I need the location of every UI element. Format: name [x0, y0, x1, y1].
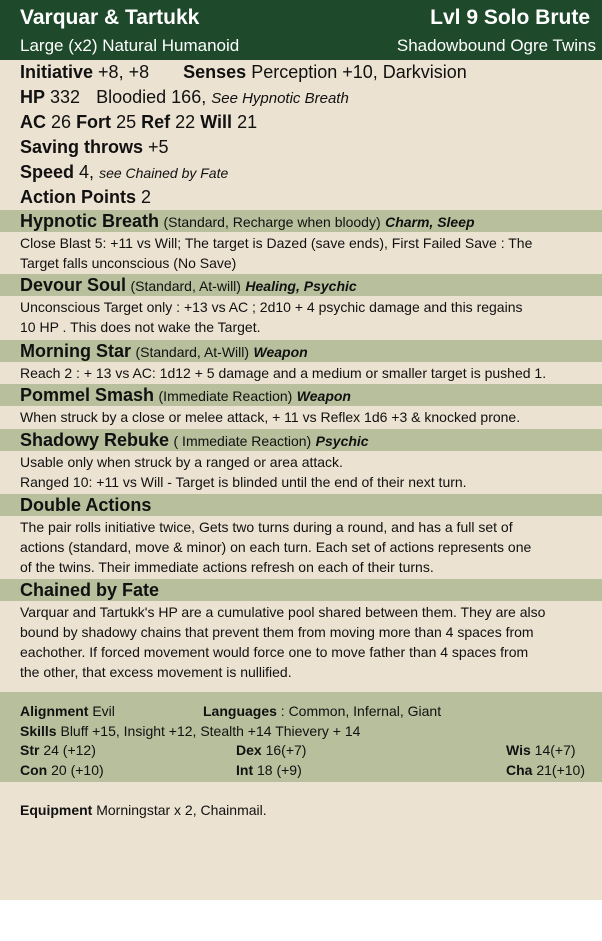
creature-name: Varquar & Tartukk	[20, 6, 200, 29]
power-devour-soul	[0, 274, 602, 337]
skills-line	[20, 723, 360, 739]
speed-line	[20, 160, 600, 185]
fort-label: Fort	[76, 112, 112, 132]
power-description	[0, 407, 602, 427]
power-text-line: bound by shadowy chains that prevent them from moving more than 4 spaces from	[20, 624, 534, 640]
action-points-line	[20, 185, 600, 210]
power-name: Morning Star	[20, 341, 131, 361]
alignment-value: Evil	[92, 703, 115, 719]
power-text-line: Close Blast 5: +11 vs Will; The target is Dazed (save ends), First Failed Save : The	[20, 235, 533, 251]
languages-value: : Common, Infernal, Giant	[280, 703, 442, 719]
str-label: Str	[20, 742, 40, 758]
wis-score	[506, 742, 576, 758]
creature-subtitle: Shadowbound Ogre Twins	[396, 36, 596, 55]
dex-value: 16(+7)	[265, 742, 307, 758]
con-score	[20, 762, 104, 778]
action-points-value: 2	[141, 187, 152, 207]
power-name: Pommel Smash	[20, 385, 155, 405]
power-name: Hypnotic Breath	[20, 211, 160, 231]
power-description	[0, 517, 602, 577]
equipment-label: Equipment	[20, 802, 93, 818]
stat-block-header	[0, 0, 602, 60]
con-label: Con	[20, 762, 48, 778]
ac-value: 26	[51, 112, 72, 132]
power-name: Devour Soul	[20, 275, 127, 295]
saves-line	[20, 135, 600, 160]
power-title-bar	[0, 274, 602, 296]
ref-value: 22	[175, 112, 196, 132]
power-text-line: 10 HP . This does not wake the Target.	[20, 319, 261, 335]
skills-label: Skills	[20, 723, 57, 739]
power-text-line: The pair rolls initiative twice, Gets two turns during a round, and has a full set of	[20, 519, 513, 535]
power-tags: Psychic	[315, 433, 369, 449]
wis-value: 14(+7)	[534, 742, 576, 758]
hp-label: HP	[20, 87, 46, 107]
power-name: Double Actions	[20, 495, 152, 515]
power-text-line: the other, that excess movement is nullified.	[20, 664, 292, 680]
power-tags: Charm, Sleep	[385, 214, 475, 230]
cha-label: Cha	[506, 762, 533, 778]
dex-score	[236, 742, 306, 758]
power-description	[0, 602, 602, 682]
power-morning-star	[0, 340, 602, 383]
int-label: Int	[236, 762, 254, 778]
power-description	[0, 233, 602, 273]
power-pommel-smash	[0, 384, 602, 427]
power-title-bar	[0, 384, 602, 406]
speed-label: Speed	[20, 162, 75, 182]
initiative-label: Initiative	[20, 62, 94, 82]
bloodied-value: Bloodied 166,	[96, 87, 207, 107]
fort-value: 25	[116, 112, 137, 132]
power-keywords: ( Immediate Reaction)	[173, 433, 312, 449]
power-text-line: of the twins. Their immediate actions refresh on each of their turns.	[20, 559, 434, 575]
power-description	[0, 363, 602, 383]
power-title-bar	[0, 494, 602, 516]
equipment-value: Morningstar x 2, Chainmail.	[96, 802, 267, 818]
senses-label: Senses	[183, 62, 247, 82]
initiative-value: +8, +8	[98, 62, 150, 82]
bloodied-note: See Hypnotic Breath	[211, 90, 349, 107]
speed-note: see Chained by Fate	[99, 165, 229, 181]
initiative-senses-line	[20, 60, 600, 85]
power-text-line: Usable only when struck by a ranged or area attack.	[20, 454, 343, 470]
creature-type: Large (x2) Natural Humanoid	[20, 36, 240, 55]
speed-value: 4,	[79, 162, 95, 182]
wis-label: Wis	[506, 742, 531, 758]
power-title-bar	[0, 340, 602, 362]
power-text-line: actions (standard, move & minor) on each turn. Each set of actions represents one	[20, 539, 532, 555]
action-points-label: Action Points	[20, 187, 136, 207]
languages-label: Languages	[203, 703, 277, 719]
power-title-bar	[0, 429, 602, 451]
power-description	[0, 297, 602, 337]
hp-value: 332	[50, 87, 81, 107]
cha-score	[506, 762, 585, 778]
power-tags: Healing, Psychic	[245, 278, 357, 294]
power-name: Shadowy Rebuke	[20, 430, 170, 450]
alignment-label: Alignment	[20, 703, 89, 719]
con-value: 20 (+10)	[51, 762, 104, 778]
dex-label: Dex	[236, 742, 262, 758]
power-tags: Weapon	[253, 344, 308, 360]
power-text-line: Target falls unconscious (No Save)	[20, 255, 237, 271]
will-label: Will	[200, 112, 233, 132]
int-value: 18 (+9)	[257, 762, 302, 778]
str-score	[20, 742, 96, 758]
power-text-line: Reach 2 : + 13 vs AC: 1d12 + 5 damage and a medium or smaller target is pushed 1.	[20, 365, 547, 381]
power-description	[0, 452, 602, 492]
power-title-bar	[0, 579, 602, 601]
saves-label: Saving throws	[20, 137, 144, 157]
equipment-line	[20, 802, 267, 818]
power-keywords: (Immediate Reaction)	[158, 388, 293, 404]
power-hypnotic-breath	[0, 210, 602, 273]
power-text-line: Unconscious Target only : +13 vs AC ; 2d10 + 4 psychic damage and this regains	[20, 299, 523, 315]
power-title-bar	[0, 210, 602, 232]
skills-value: Bluff +15, Insight +12, Stealth +14 Thievery + 14	[60, 723, 361, 739]
languages-line	[203, 703, 441, 719]
power-text-line: eachother. If forced movement would force one to move father than 4 spaces from	[20, 644, 529, 660]
will-value: 21	[237, 112, 258, 132]
ability-footer	[0, 692, 602, 782]
power-text-line: When struck by a close or melee attack, + 11 vs Reflex 1d6 +3 & knocked prone.	[20, 409, 521, 425]
defenses-line	[20, 110, 600, 135]
int-score	[236, 762, 302, 778]
power-text-line: Varquar and Tartukk's HP are a cumulative pool shared between them. They are also	[20, 604, 546, 620]
power-keywords: (Standard, At-will)	[130, 278, 241, 294]
power-name: Chained by Fate	[20, 580, 160, 600]
senses-value: Perception +10, Darkvision	[251, 62, 467, 82]
str-value: 24 (+12)	[43, 742, 96, 758]
power-text-line: Ranged 10: +11 vs Will - Target is blinded until the end of their next turn.	[20, 474, 467, 490]
creature-level-role: Lvl 9 Solo Brute	[430, 6, 590, 29]
power-shadowy-rebuke	[0, 429, 602, 492]
hp-line	[20, 85, 600, 110]
power-keywords: (Standard, At-Will)	[135, 344, 250, 360]
ref-label: Ref	[141, 112, 171, 132]
power-tags: Weapon	[296, 388, 351, 404]
alignment-line	[20, 703, 115, 719]
ac-label: AC	[20, 112, 46, 132]
core-stats	[20, 60, 600, 210]
power-keywords: (Standard, Recharge when bloody)	[163, 214, 381, 230]
trait-chained-by-fate	[0, 579, 602, 682]
cha-value: 21(+10)	[536, 762, 585, 778]
trait-double-actions	[0, 494, 602, 577]
saves-value: +5	[148, 137, 169, 157]
